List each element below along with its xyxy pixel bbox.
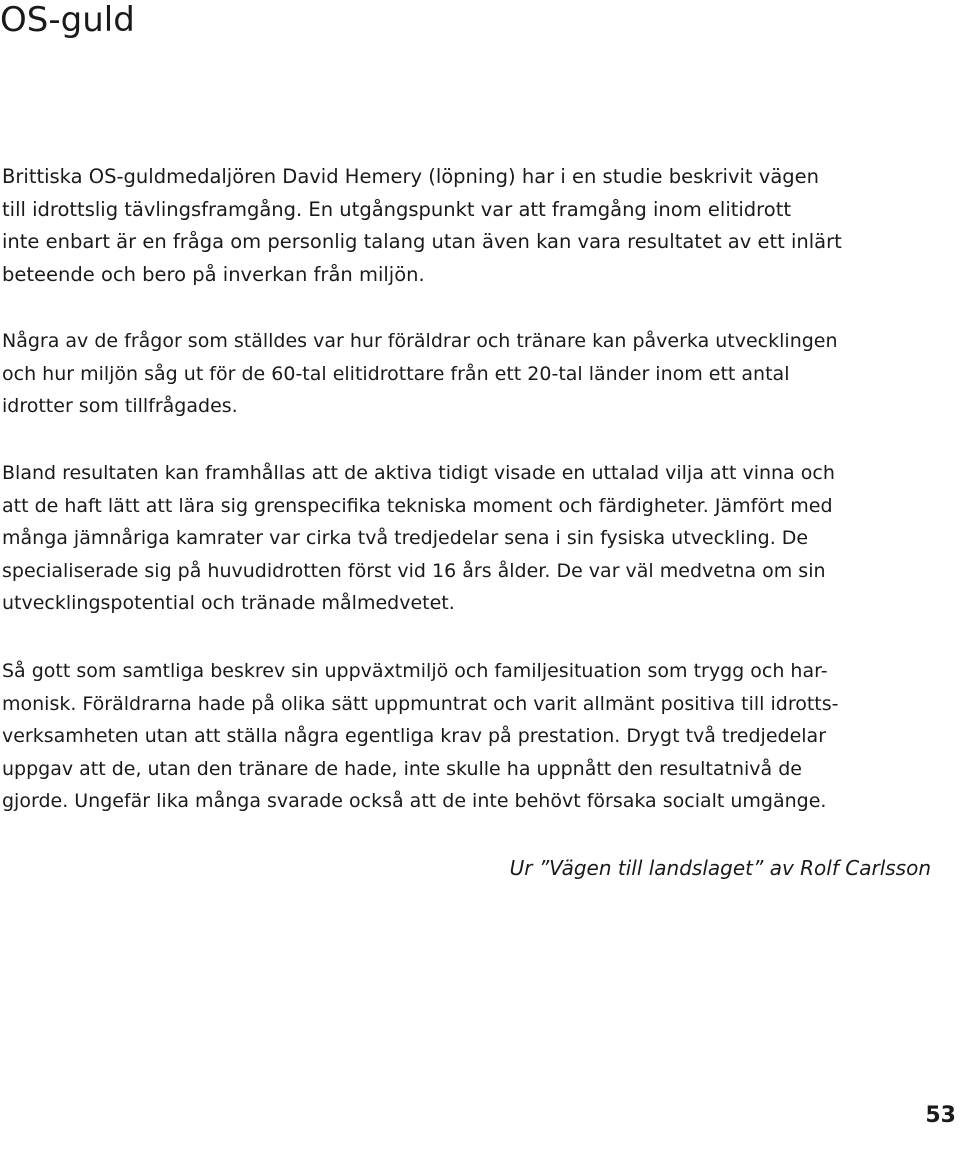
- page-title: OS-guld: [0, 0, 135, 40]
- paragraph-line: specialiserade sig på huvudidrotten först vid 16 års ålder. De var väl medvetna om sin: [2, 559, 826, 582]
- paragraph-line: många jämnåriga kamrater var cirka två tredjedelar sena i sin fysiska utveckling. De: [2, 527, 809, 550]
- paragraph-line: och hur miljön såg ut för de 60-tal elitidrottare från ett 20-tal länder inom ett antal: [2, 362, 790, 385]
- paragraph-line: uppgav att de, utan den tränare de hade, inte skulle ha uppnått den resultatnivå de: [2, 757, 802, 780]
- paragraph-line: gjorde. Ungefär lika många svarade också att de inte behövt försaka socialt umgänge.: [2, 790, 827, 813]
- paragraph-4: [2, 655, 839, 818]
- source-citation: Ur ”Vägen till landslaget” av Rolf Carlsson: [509, 856, 931, 880]
- paragraph-line: att de haft lätt att lära sig grenspecifika tekniska moment och färdigheter. Jämfört med: [2, 494, 833, 517]
- page-number: 53: [925, 1103, 956, 1128]
- paragraph-line: Brittiska OS-guldmedaljören David Hemery (löpning) har i en studie beskrivit vägen: [2, 165, 820, 188]
- paragraph-line: till idrottslig tävlingsframgång. En utgångspunkt var att framgång inom elitidrott: [2, 197, 791, 221]
- paragraph-line: utvecklingspotential och tränade målmedvetet.: [2, 592, 455, 615]
- paragraph-line: Några av de frågor som ställdes var hur föräldrar och tränare kan påverka utvecklingen: [2, 330, 838, 352]
- paragraph-line: Bland resultaten kan framhållas att de aktiva tidigt visade en uttalad vilja att vinna och: [2, 462, 835, 484]
- paragraph-line: beteende och bero på inverkan från miljön.: [2, 262, 425, 286]
- paragraph-line: inte enbart är en fråga om personlig talang utan även kan vara resultatet av ett inlärt: [2, 230, 842, 254]
- paragraph-line: verksamheten utan att ställa några egentliga krav på prestation. Drygt två tredjedelar: [2, 725, 827, 748]
- paragraph-line: idrotter som tillfrågades.: [2, 395, 238, 418]
- paragraph-3: [2, 457, 835, 620]
- paragraph-2: [2, 325, 838, 423]
- paragraph-line: Så gott som samtliga beskrev sin uppväxtmiljö och familjesituation som trygg och har-: [2, 660, 828, 682]
- paragraph-line: monisk. Föräldrarna hade på olika sätt uppmuntrat och varit allmänt positiva till idrotts-: [2, 692, 839, 715]
- paragraph-1: [2, 161, 842, 291]
